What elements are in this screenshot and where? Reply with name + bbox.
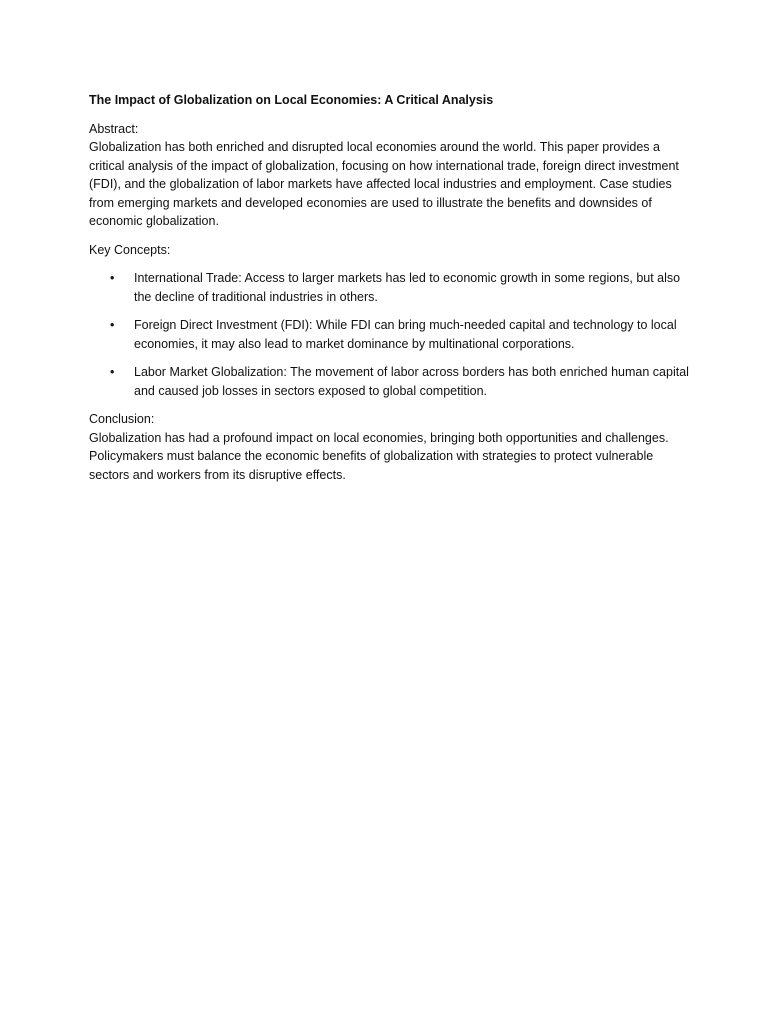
bullet-icon: • [110, 365, 115, 379]
key-concept-text: Labor Market Globalization: The movement of labor across borders has both enriched human capital and caused job losses in sectors exposed to global competition. [134, 365, 689, 398]
document-page [89, 91, 689, 494]
key-concepts-list [89, 269, 689, 400]
key-concept-item [89, 269, 689, 306]
conclusion-text: Globalization has had a profound impact on local economies, bringing both opportunities and challenges. Policymakers must balance the economic benefits of globalization with strategies to protect vulnerable sectors and workers from its disruptive effects. [89, 430, 669, 482]
bullet-icon: • [110, 271, 115, 285]
key-concepts-heading: Key Concepts: [89, 242, 171, 257]
conclusion-heading: Conclusion: [89, 412, 155, 426]
bullet-icon: • [110, 318, 115, 332]
key-concept-item [89, 363, 689, 400]
key-concept-item [89, 316, 689, 353]
abstract-heading: Abstract: [89, 121, 139, 136]
key-concept-text: Foreign Direct Investment (FDI): While FDI can bring much-needed capital and technology to local economies, it may also lead to market dominance by multinational corporations. [134, 318, 677, 351]
document-title: The Impact of Globalization on Local Economies: A Critical Analysis [89, 93, 494, 107]
key-concept-text: International Trade: Access to larger markets has led to economic growth in some regions, but also the decline of traditional industries in others. [134, 271, 681, 304]
abstract-text: Globalization has both enriched and disrupted local economies around the world. This paper provides a critical analysis of the impact of globalization, focusing on how international trade, foreign direct investment (FDI), and the globalization of labor markets have affected local industries and employment. Case studies from emerging markets and developed economies are used to illustrate the benefits and downsides of economic globalization. [89, 140, 679, 228]
